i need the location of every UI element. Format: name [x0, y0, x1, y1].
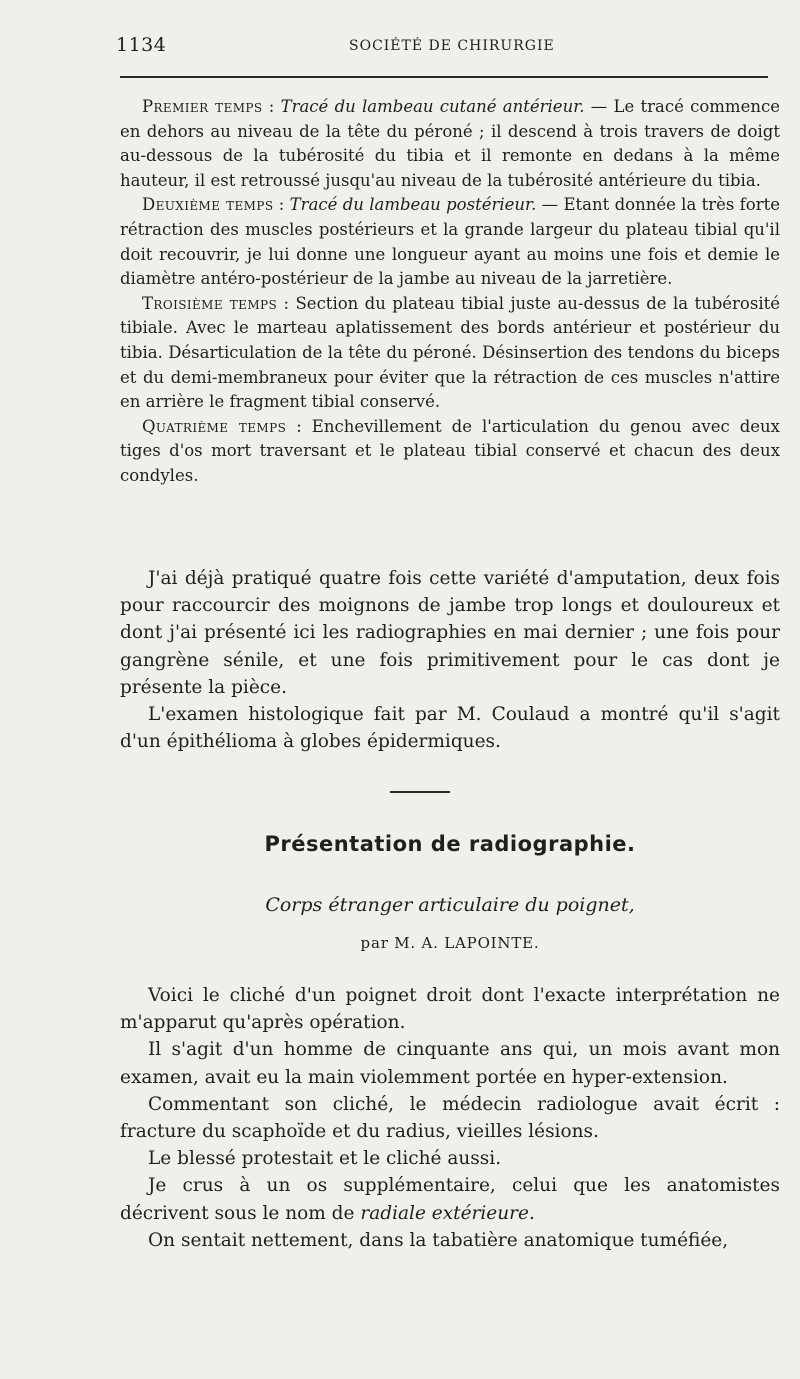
body-paragraph: L'examen histologique fait par M. Coulaud a montré qu'il s'agit d'un épithélioma à globes épidermiques. [120, 704, 780, 753]
body-text: Je crus à un os supplémentaire, celui que les anatomistes décrivent sous le nom de [120, 1175, 780, 1224]
step-text: — Etant donnée la très forte rétraction des muscles postérieurs et la grande largeur du plateau tibial qu'il doit recouvrir, je lui donne une longueur ayant au moins une fois et demie le diamètre antéro-postérieur de la jambe au niveau de la jarretière. [120, 195, 780, 289]
step-label: Deuxième temps [142, 195, 274, 215]
step-separator: : [273, 195, 290, 215]
page-number: 1134 [116, 34, 167, 56]
step-text: Enchevillement de l'articulation du genou avec deux tiges d'os mort traversant et le plateau tibial conservé et chacun des deux condyles. [120, 416, 780, 485]
body-text-amputation [120, 565, 780, 755]
body-paragraph: On sentait nettement, dans la tabatière anatomique tuméfiée, [148, 1229, 729, 1251]
step-label: Quatrième temps [142, 416, 287, 436]
operation-steps [120, 95, 780, 489]
step-label: Troisième temps [142, 293, 278, 313]
step-text: — Le tracé commence en dehors au niveau de la tête du péroné ; il descend à trois travers de doigt au-dessous de la tubérosité du tibia et il remonte en dedans à la même hauteur, il est retroussé jusqu'au niveau de la tubérosité antérieure du tibia. [120, 97, 780, 190]
section-divider [390, 791, 450, 793]
header-rule [120, 76, 768, 78]
section-title: Présentation de radiographie. [264, 832, 636, 856]
step-label: Premier temps [142, 97, 263, 116]
body-text-italic: radiale extérieure. [360, 1202, 535, 1224]
body-paragraph: Le blessé protestait et le cliché aussi. [148, 1148, 502, 1170]
running-head: SOCIÉTÉ DE CHIRURGIE [349, 38, 555, 54]
body-paragraph [120, 1172, 780, 1226]
body-paragraph: Commentant son cliché, le médecin radiologue avait écrit : fracture du scaphoïde et du radius, vieilles lésions. [120, 1093, 780, 1143]
step-paragraph [120, 95, 780, 193]
step-separator: : [262, 97, 281, 116]
body-paragraph: Voici le cliché d'un poignet droit dont l'exacte interprétation ne m'apparut qu'après opération. [120, 985, 780, 1034]
body-paragraph: J'ai déjà pratiqué quatre fois cette variété d'amputation, deux fois pour raccourcir des moignons de jambe trop longs et douloureux et dont j'ai présenté ici les radiographies en mai dernier ; une fois pour gangrène sénile, et une fois primitivement pour le cas dont je présente la pièce. [120, 568, 780, 698]
step-paragraph [120, 193, 780, 291]
section-author: par M. A. LAPOINTE. [360, 934, 540, 952]
step-paragraph [120, 292, 780, 415]
step-separator: : [286, 416, 312, 436]
step-separator: : [277, 293, 296, 313]
step-title: Tracé du lambeau postérieur. [289, 195, 537, 215]
section-subtitle: Corps étranger articulaire du poignet, [265, 894, 635, 916]
step-paragraph [120, 415, 780, 489]
step-text: Section du plateau tibial juste au-dessus de la tubérosité tibiale. Avec le marteau aplatissement des bords antérieur et postérieur du tibia. Désarticulation de la tête du péroné. Désinsertion des tendons du biceps et du demi-membraneux pour éviter que la rétraction de ces muscles n'attire en arrière le fragment tibial conservé. [120, 293, 781, 412]
step-title: Tracé du lambeau cutané antérieur. [280, 97, 585, 116]
page-header [116, 34, 768, 62]
body-paragraph: Il s'agit d'un homme de cinquante ans qui, un mois avant mon examen, avait eu la main violemment portée en hyper-extension. [120, 1039, 780, 1088]
body-text-radiography [120, 982, 780, 1254]
